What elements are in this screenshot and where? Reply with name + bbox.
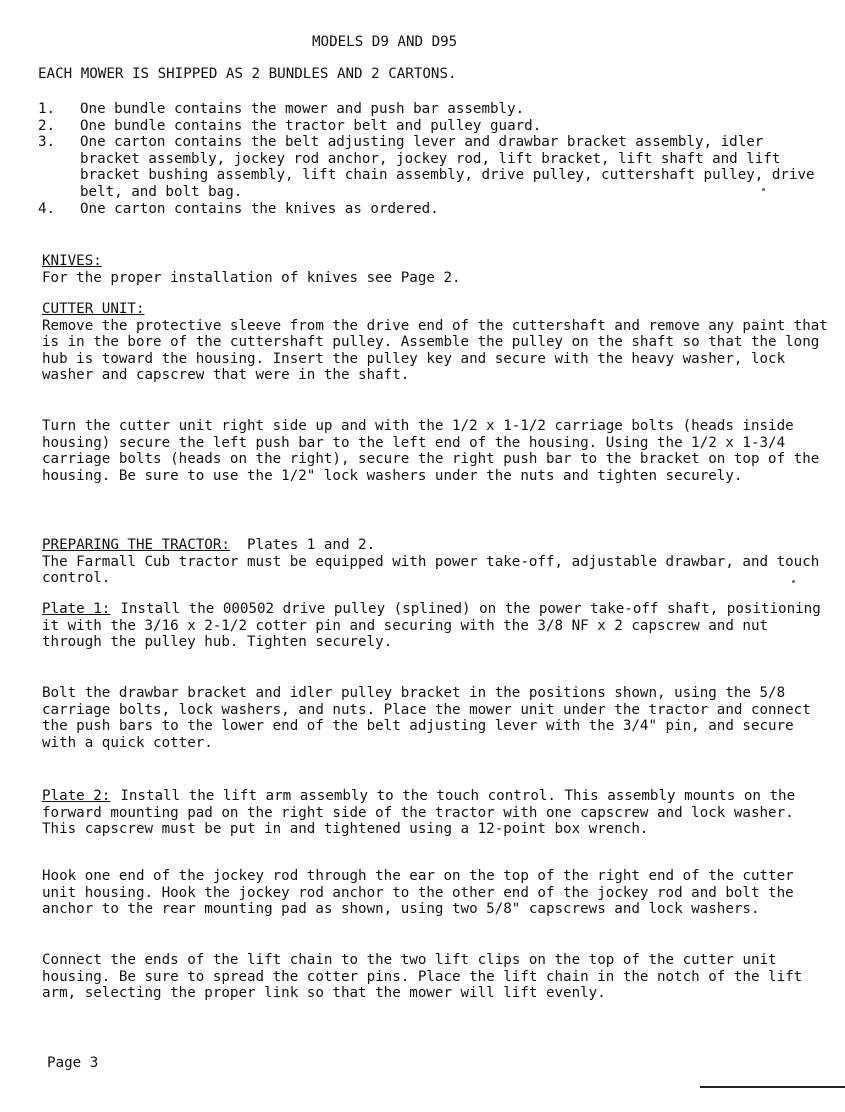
preparing-heading: PREPARING THE TRACTOR: <box>42 537 230 553</box>
paragraph-text: Turn the cutter unit right side up and with the 1/2 x 1-1/2 carriage bolts (heads inside housing) secure the left push bar to the left end of the housing. Using the 1/2 x 1-3/4 carriage bolts (heads on the right), secure the right push bar to the bracket on top of the housing. Be sure to use the 1/2" lock washers under the nuts and tighten securely. <box>42 418 820 484</box>
knives-section <box>42 253 832 286</box>
paragraph-text: Bolt the drawbar bracket and idler pulley bracket in the positions shown, using the 5/8 carriage bolts, lock washers, and nuts. Place the mower unit under the tractor and connect the push bars to the lower end of the belt adjusting lever with the 3/4" pin, and secure with a quick cotter. <box>42 685 811 751</box>
contents-list <box>38 101 818 217</box>
list-item <box>38 201 818 218</box>
plate2-paragraph: Install the lift arm assembly to the touch control. This assembly mounts on the forward mounting pad on the right side of the tractor with one capscrew and lock washer. This capscrew must be put in and tightened using a 12-point box wrench. <box>42 788 796 838</box>
scan-speck <box>762 188 765 191</box>
cutter-unit-section <box>42 301 832 384</box>
list-item <box>38 118 818 135</box>
plate2-label: Plate 2: <box>42 788 111 804</box>
plate2-paragraph-3 <box>42 952 832 1002</box>
plate1-paragraph: Install the 000502 drive pulley (splined) on the power take-off shaft, positioning it with the 3/16 x 2-1/2 cotter pin and securing with the 3/8 NF x 2 capscrew and nut through the pulley hub. Tighten securely. <box>42 601 821 651</box>
preparing-heading-tail: Plates 1 and 2. <box>247 537 376 553</box>
knives-text: For the proper installation of knives see Page 2. <box>42 269 461 286</box>
knives-heading: KNIVES: <box>42 253 102 269</box>
list-number: 1. <box>38 101 56 117</box>
plate1-paragraph-2 <box>42 685 832 751</box>
cutter-unit-heading: CUTTER UNIT: <box>42 301 145 317</box>
list-item <box>38 134 818 200</box>
intro-line: EACH MOWER IS SHIPPED AS 2 BUNDLES AND 2 CARTONS. <box>38 66 457 82</box>
list-text: One carton contains the knives as ordered. <box>80 200 439 217</box>
cutter-unit-paragraph: Remove the protective sleeve from the drive end of the cuttershaft and remove any paint that is in the bore of the cuttershaft pulley. Assemble the pulley on the shaft so that the long hub is toward the housing. Insert the pulley key and secure with the heavy washer, lock washer and capscrew that were in the shaft. <box>42 317 828 384</box>
list-text: One carton contains the belt adjusting lever and drawbar bracket assembly, idler bracket assembly, jockey rod anchor, jockey rod, lift bracket, lift shaft and lift bracket bushing assembly, lift chain assembly, drive pulley, cuttershaft pulley, drive belt, and bolt bag. <box>80 134 815 200</box>
plate2-paragraph-2 <box>42 868 832 918</box>
plate1-section <box>42 601 832 651</box>
list-number: 2. <box>38 117 56 134</box>
page-title: MODELS D9 AND D95 <box>312 34 458 50</box>
preparing-paragraph: The Farmall Cub tractor must be equipped with power take-off, adjustable drawbar, and touch control. <box>42 553 820 587</box>
preparing-section <box>42 537 832 587</box>
plate1-label: Plate 1: <box>42 601 111 617</box>
paragraph-text: Connect the ends of the lift chain to the two lift clips on the top of the cutter unit housing. Be sure to spread the cotter pins. Place the lift chain in the notch of the lift arm, selecting the proper link so that the mower will lift evenly. <box>42 952 803 1002</box>
paragraph-text: Hook one end of the jockey rod through the ear on the top of the right end of the cutter unit housing. Hook the jockey rod anchor to the other end of the jockey rod and bolt the anchor to the rear mounting pad as shown, using two 5/8" capscrews and lock washers. <box>42 868 794 918</box>
cutter-unit-paragraph-2 <box>42 418 832 484</box>
list-number: 4. <box>38 200 56 217</box>
page-number: Page 3 <box>47 1055 99 1071</box>
scan-speck <box>792 580 795 583</box>
list-text: One bundle contains the tractor belt and pulley guard. <box>80 117 542 134</box>
scan-artifact-line <box>700 1086 845 1088</box>
list-number: 3. <box>38 134 56 151</box>
plate2-section <box>42 788 832 838</box>
list-item <box>38 101 818 118</box>
list-text: One bundle contains the mower and push bar assembly. <box>80 101 525 117</box>
